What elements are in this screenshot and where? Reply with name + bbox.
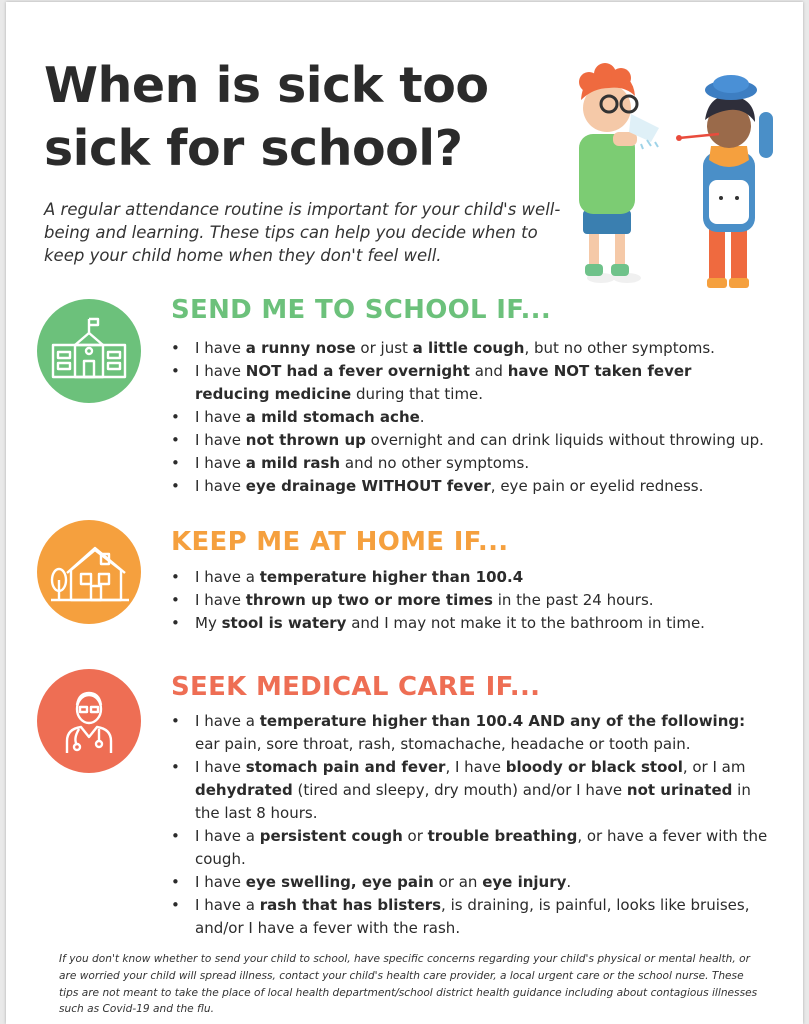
section-heading-send: SEND ME TO SCHOOL IF... xyxy=(171,295,551,325)
list-item: • I have a mild stomach ache. xyxy=(171,406,771,429)
doctor-icon xyxy=(37,669,141,773)
list-item: • I have thrown up two or more times in the past 24 hours. xyxy=(171,589,771,612)
page-title: When is sick too sick for school? xyxy=(44,57,489,177)
send-to-school-list xyxy=(171,337,771,498)
school-building-icon xyxy=(37,299,141,403)
flyer-page xyxy=(6,2,803,1024)
section-heading-seek: SEEK MEDICAL CARE IF... xyxy=(171,672,541,702)
sick-children-illustration xyxy=(559,42,789,294)
list-item: • I have eye swelling, eye pain or an eye injury. xyxy=(171,871,771,894)
list-item: • I have a rash that has blisters, is draining, is painful, looks like bruises, and/or I have a fever with the rash. xyxy=(171,894,771,940)
list-item: • I have stomach pain and fever, I have bloody or black stool, or I am dehydrated (tired and sleepy, dry mouth) and/or I have not urinated in the last 8 hours. xyxy=(171,756,771,825)
intro-paragraph: A regular attendance routine is important for your child's well-being and learning. These tips can help you decide when to keep your child home when they don't feel well. xyxy=(44,200,561,265)
keep-at-home-list xyxy=(171,566,771,635)
list-item: • I have a temperature higher than 100.4 AND any of the following: ear pain, sore throat, rash, stomachache, headache or tooth pain. xyxy=(171,710,771,756)
list-item: • I have eye drainage WITHOUT fever, eye pain or eyelid redness. xyxy=(171,475,771,498)
list-item: • I have a temperature higher than 100.4 xyxy=(171,566,771,589)
house-icon xyxy=(37,520,141,624)
list-item: • I have a mild rash and no other symptoms. xyxy=(171,452,771,475)
list-item: • I have a persistent cough or trouble breathing, or have a fever with the cough. xyxy=(171,825,771,871)
list-item: • I have NOT had a fever overnight and have NOT taken fever reducing medicine during that time. xyxy=(171,360,771,406)
list-item: • I have a runny nose or just a little cough, but no other symptoms. xyxy=(171,337,771,360)
seek-medical-care-list xyxy=(171,710,771,940)
footer-disclaimer: If you don't know whether to send your child to school, have specific concerns regarding your child's physical or mental health, or are worried your child will spread illness, contact your child's health care provider, a local urgent care or the school nurse. These tips are not meant to take the place of local health department/school district health guidance including about contagious illnesses such as Covid-19 and the flu. xyxy=(59,953,758,1016)
section-heading-keep: KEEP ME AT HOME IF... xyxy=(171,527,509,557)
list-item: • My stool is watery and I may not make it to the bathroom in time. xyxy=(171,612,771,635)
list-item: • I have not thrown up overnight and can drink liquids without throwing up. xyxy=(171,429,771,452)
